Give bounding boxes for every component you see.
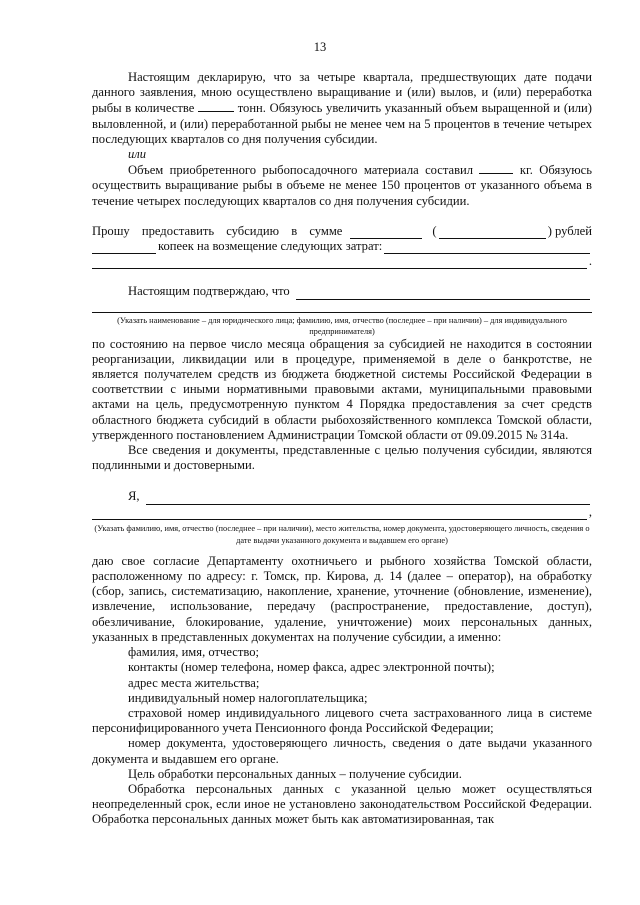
- consent-lead: Я,: [128, 489, 140, 504]
- consent-note: (Указать фамилию, имя, отчество (последнее – при наличии), место жительства, номер документа, удостоверяющего личность, сведения о дате выдачи указанного документа и выдавшем его органе): [94, 523, 590, 546]
- person-details-blank-2[interactable]: [92, 508, 587, 520]
- fry-amount-blank[interactable]: [479, 162, 513, 174]
- fry-text-b: кг. Обязуюсь осуществить выращивание рыбы в объеме не менее 150 процентов от указанного объема в течение четырех последующих кварталов со дня получения субсидии.: [92, 163, 592, 208]
- costs-blank-1[interactable]: [384, 242, 590, 254]
- request-text-3: ) рублей: [547, 223, 592, 238]
- subsidy-amount-blank[interactable]: [350, 227, 422, 239]
- consent-item-1: контакты (номер телефона, номер факса, адрес электронной почты);: [128, 660, 495, 675]
- consent-line: [92, 489, 592, 504]
- request-open-paren: (: [432, 223, 437, 238]
- fish-amount-blank[interactable]: [198, 100, 234, 112]
- consent-item-3: индивидуальный номер налогоплательщика;: [128, 690, 368, 705]
- consent-item-5: номер документа, удостоверяющего личность, сведения о дате выдачи указанного документа и выдавшем его органе.: [92, 736, 592, 766]
- request-line-2: [92, 239, 592, 254]
- person-details-blank[interactable]: [146, 493, 590, 505]
- request-text-4: копеек на возмещение следующих затрат:: [158, 239, 383, 254]
- processing-purpose: Цель обработки персональных данных – получение субсидии.: [128, 766, 462, 781]
- kopecks-blank[interactable]: [92, 242, 156, 254]
- document-body: [92, 70, 592, 828]
- request-line-3: [92, 254, 592, 269]
- consent-item-4: страховой номер индивидуального лицевого счета застрахованного лица в системе персонифицированного учета Пенсионного фонда Российской Федерации;: [92, 705, 592, 736]
- subsidy-amount-words-blank[interactable]: [439, 227, 546, 239]
- request-line-1: [92, 224, 592, 239]
- processing-terms: Обработка персональных данных с указанной целью может осуществляться неопределенный срок, если иное не установлено законодательством Российской Федерации. Обработка персональных данных может быть как автоматизированная, так: [92, 781, 592, 827]
- applicant-name-blank-2[interactable]: [92, 300, 592, 313]
- declaration-text-a: Настоящим декларирую, что за четыре квартала, предшествующих дате подачи данного заявления, мною осуществлено выращивание и (или) вылов, и (или) переработка рыбы в количестве: [92, 70, 592, 116]
- declaration-text-b: тонн. Обязуюсь увеличить указанный объем выращенной и (или) выловленной, и (или) переработанной рыбы не менее чем на 5 процентов в течение четырех последующих кварталов со дня получения субсидии.: [92, 101, 592, 146]
- consent-comma: ,: [588, 504, 592, 519]
- fry-paragraph: [92, 162, 592, 209]
- confirm-body: по состоянию на первое число месяца обращения за субсидией не находится в состоянии реорганизации, ликвидации или в процедуре, применяемой в деле о банкротстве, не является получателем средств из бюджета бюджетной системы Российской Федерации в соответствии с иными нормативными правовыми актами, муниципальными правовыми актами на цель, предусмотренную пунктом 4 Порядка предоставления за счет средств областного бюджета субсидий в области рыбохозяйственного комплекса Томской области, утвержденного постановлением Администрации Томской области от 09.09.2015 № 314а.: [92, 336, 592, 442]
- costs-blank-2[interactable]: [92, 257, 587, 269]
- or-label: или: [128, 147, 147, 162]
- consent-body: даю свое согласие Департаменту охотничьего и рыбного хозяйства Томской области, расположенному по адресу: г. Томск, пр. Кирова, д. 14 (далее – оператор), на обработку (сбор, запись, систематизацию, накопление, хранение, уточнение (обновление, изменение), извлечение, использование, передачу (распространение, предоставление, доступ), обезличивание, блокирование, удаление, уничтожение) моих персональных данных, указанных в представленных документах на получение субсидии, а именно:: [92, 553, 592, 644]
- page-number: 13: [313, 40, 327, 54]
- request-end-mark: .: [588, 254, 592, 269]
- confirm-line: [92, 284, 592, 299]
- consent-item-2: адрес места жительства;: [128, 675, 260, 690]
- confirm-lead: Настоящим подтверждаю, что: [128, 284, 290, 299]
- request-text-1: Прошу предоставить субсидию в сумме: [92, 223, 343, 238]
- consent-line-2: [92, 505, 592, 520]
- declaration-paragraph: [92, 70, 592, 147]
- consent-item-0: фамилия, имя, отчество;: [128, 645, 259, 660]
- genuine-statement: Все сведения и документы, представленные с целью получения субсидии, являются подлинными и достоверными.: [92, 443, 592, 473]
- confirm-note: (Указать наименование – для юридического лица; фамилию, имя, отчество (последнее – при наличии) – для индивидуального предпринимателя): [117, 315, 567, 336]
- applicant-name-blank[interactable]: [296, 288, 590, 300]
- fry-text-a: Объем приобретенного рыбопосадочного материала составил: [128, 163, 474, 178]
